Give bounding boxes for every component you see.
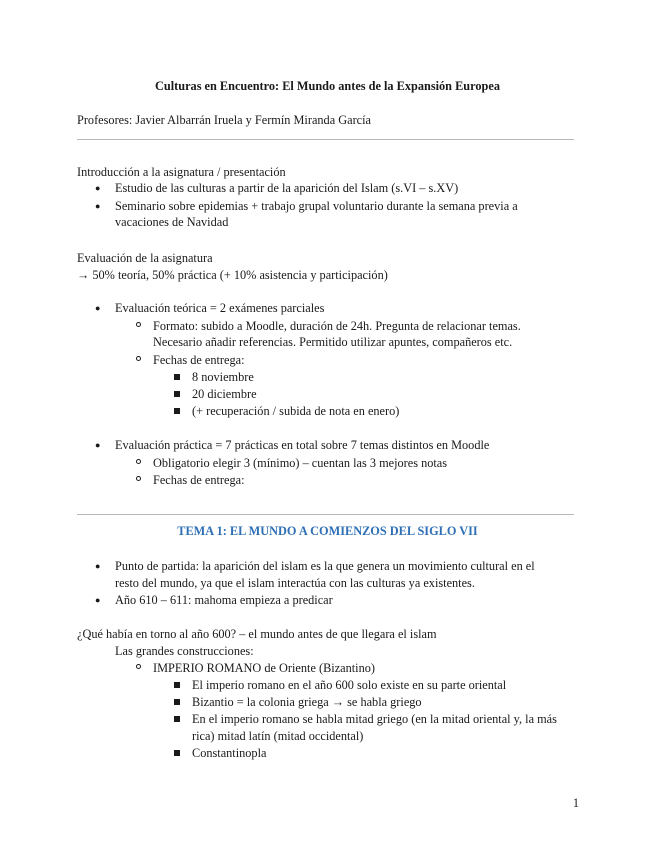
- square-bullet-icon: [174, 682, 180, 688]
- square-bullet-icon: [174, 699, 180, 705]
- imperio-sub-3-line-1: En el imperio romano se habla mitad griego (en la mitad oriental y, la más: [192, 712, 557, 726]
- square-bullet-icon: [174, 750, 180, 756]
- date-3: (+ recuperación / subida de nota en enero): [192, 404, 400, 418]
- square-bullet-icon: [174, 374, 180, 380]
- formato-line-1: Formato: subido a Moodle, duración de 24h. Pregunta de relacionar temas.: [153, 319, 521, 333]
- square-bullet-icon: [174, 391, 180, 397]
- square-bullet-icon: [174, 408, 180, 414]
- imperio-sub-2: Bizantio = la colonia griega → se habla griego: [192, 695, 422, 709]
- divider: [77, 139, 574, 140]
- constructions-line: Las grandes construcciones:: [115, 644, 254, 658]
- document-title: Culturas en Encuentro: El Mundo antes de la Expansión Europea: [155, 79, 500, 93]
- formato-line-2: Necesario añadir referencias. Permitido utilizar apuntes, compañeros etc.: [153, 335, 513, 349]
- date-2: 20 diciembre: [192, 387, 257, 401]
- imperio-sub-1: El imperio romano en el año 600 solo existe en su parte oriental: [192, 678, 507, 692]
- circle-bullet-icon: [136, 476, 141, 481]
- evaluation-practica: Evaluación práctica = 7 prácticas en total sobre 7 temas distintos en Moodle: [115, 438, 490, 452]
- intro-bullet-2-line-2: vacaciones de Navidad: [115, 215, 229, 229]
- bullet-icon: ●: [95, 183, 101, 193]
- fechas-entrega-1: Fechas de entrega:: [153, 353, 245, 367]
- bullet-icon: ●: [95, 595, 101, 605]
- tema-point-1-line-1: Punto de partida: la aparición del islam es la que genera un movimiento cultural en el: [115, 559, 535, 573]
- professors-line: Profesores: Javier Albarrán Iruela y Fermín Miranda García: [77, 113, 371, 127]
- bullet-icon: ●: [95, 561, 101, 571]
- obligatorio-line: Obligatorio elegir 3 (mínimo) – cuentan las 3 mejores notas: [153, 456, 448, 470]
- page-number: 1: [572, 796, 579, 810]
- circle-bullet-icon: [136, 664, 141, 669]
- bullet-icon: ●: [95, 303, 101, 313]
- intro-bullet-1: Estudio de las culturas a partir de la aparición del Islam (s.VI – s.XV): [115, 181, 459, 195]
- evaluation-teorica: Evaluación teórica = 2 exámenes parciales: [115, 301, 325, 315]
- tema-point-2: Año 610 – 611: mahoma empieza a predicar: [115, 593, 333, 607]
- fechas-entrega-2: Fechas de entrega:: [153, 473, 245, 487]
- circle-bullet-icon: [136, 322, 141, 327]
- circle-bullet-icon: [136, 459, 141, 464]
- imperio-sub-3-line-2: rica) mitad latín (mitad occidental): [192, 729, 364, 743]
- tema-1-heading: TEMA 1: EL MUNDO A COMIENZOS DEL SIGLO VII: [177, 524, 478, 538]
- square-bullet-icon: [174, 716, 180, 722]
- date-1: 8 noviembre: [192, 370, 254, 384]
- circle-bullet-icon: [136, 356, 141, 361]
- evaluation-summary: → 50% teoría, 50% práctica (+ 10% asistencia y participación): [77, 268, 388, 282]
- evaluation-heading: Evaluación de la asignatura: [77, 251, 213, 265]
- intro-bullet-2-line-1: Seminario sobre epidemias + trabajo grupal voluntario durante la semana previa a: [115, 199, 518, 213]
- bullet-icon: ●: [95, 201, 101, 211]
- bullet-icon: ●: [95, 440, 101, 450]
- tema-point-1-line-2: resto del mundo, ya que el islam interactúa con las culturas ya existentes.: [115, 576, 475, 590]
- imperio-sub-4: Constantinopla: [192, 746, 267, 760]
- imperio-line: IMPERIO ROMANO de Oriente (Bizantino): [153, 661, 375, 675]
- intro-heading: Introducción a la asignatura / presentación: [77, 165, 286, 179]
- divider: [77, 514, 574, 515]
- question-line: ¿Qué había en torno al año 600? – el mundo antes de que llegara el islam: [77, 627, 437, 641]
